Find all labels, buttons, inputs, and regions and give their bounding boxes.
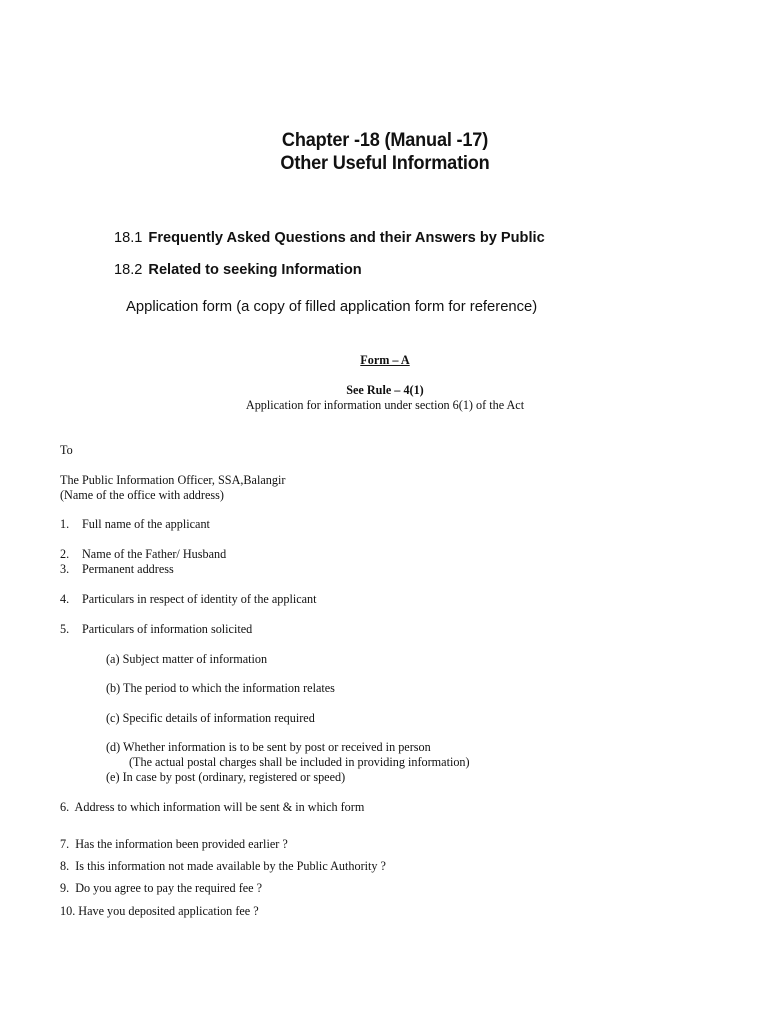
addressee: The Public Information Officer, SSA,Balangir	[60, 473, 286, 487]
form-item: 7. Has the information been provided earlier ?	[60, 837, 288, 851]
form-item	[60, 517, 210, 532]
section-18-1	[114, 230, 545, 246]
form-item	[60, 592, 317, 607]
sub-item	[106, 770, 345, 785]
form-item: 10. Have you deposited application fee ?	[60, 904, 259, 918]
salutation-to: To	[60, 443, 73, 457]
sub-item	[106, 711, 315, 726]
sub-item-label: (b)	[106, 681, 121, 695]
form-caption: Application for information under section 6(1) of the Act	[245, 398, 525, 412]
item-text: Particulars in respect of identity of the applicant	[82, 592, 317, 606]
section-number: 18.1	[114, 230, 143, 246]
form-name-text: Form – A	[360, 353, 410, 367]
chapter-subtitle: Other Useful Information	[280, 152, 490, 174]
sub-item	[106, 652, 267, 667]
section-number: 18.2	[114, 262, 143, 278]
form-item: 8. Is this information not made available by the Public Authority ?	[60, 859, 386, 873]
addressee-note: (Name of the office with address)	[60, 488, 224, 502]
sub-item-note: (The actual postal charges shall be included in providing information)	[129, 755, 470, 769]
sub-item-label: (a)	[106, 652, 120, 666]
form-item	[60, 547, 226, 562]
sub-item-text: Subject matter of information	[122, 652, 268, 666]
sub-item-label: (c)	[106, 711, 120, 725]
item-text: Permanent address	[82, 562, 174, 576]
section-18-2	[114, 262, 362, 278]
section-title: Frequently Asked Questions and their Answers by Public	[148, 230, 545, 246]
sub-item-label: (e)	[106, 770, 120, 784]
form-rule: See Rule – 4(1)	[346, 383, 424, 397]
sub-item-text: In case by post (ordinary, registered or speed)	[122, 770, 346, 784]
sub-item	[106, 740, 431, 755]
item-number: 4.	[60, 592, 70, 606]
application-note: Application form (a copy of filled application form for reference)	[126, 299, 538, 315]
sub-item-label: (d)	[106, 740, 121, 754]
item-text: Full name of the applicant	[82, 517, 210, 531]
item-number: 1.	[60, 517, 70, 531]
sub-item	[106, 681, 335, 696]
form-item	[60, 622, 252, 637]
item-number: 2.	[60, 547, 70, 561]
section-title: Related to seeking Information	[148, 262, 362, 278]
item-number: 3.	[60, 562, 70, 576]
sub-item-text: Whether information is to be sent by post or received in person	[123, 740, 431, 754]
form-item: 6. Address to which information will be sent & in which form	[60, 800, 365, 814]
form-item: 9. Do you agree to pay the required fee ?	[60, 881, 263, 895]
form-item	[60, 562, 174, 577]
item-text: Particulars of information solicited	[82, 622, 253, 636]
item-number: 5.	[60, 622, 70, 636]
chapter-title: Chapter -18 (Manual -17)	[281, 129, 489, 151]
sub-item-text: Specific details of information required	[122, 711, 315, 725]
form-name	[0, 353, 770, 368]
sub-item-text: The period to which the information relates	[123, 681, 335, 695]
item-text: Name of the Father/ Husband	[82, 547, 227, 561]
